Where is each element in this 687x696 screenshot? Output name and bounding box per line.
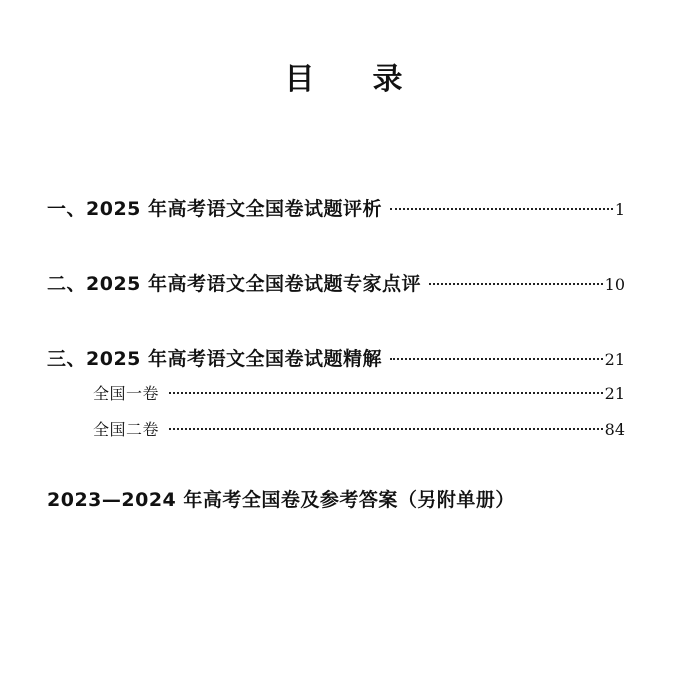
toc-subentry-2-label: 全国二卷 bbox=[93, 420, 160, 439]
toc-entry-1-page: 1 bbox=[614, 200, 625, 219]
dot-leader bbox=[390, 358, 603, 360]
page-title: 目录 bbox=[284, 62, 461, 97]
toc-entry-3-label: 三、2025 年高考语文全国卷试题精解 bbox=[47, 348, 382, 370]
toc-subentry-1 bbox=[93, 382, 625, 406]
toc-subentry-1-label: 全国一卷 bbox=[93, 384, 160, 403]
toc-entry-2-label: 二、2025 年高考语文全国卷试题专家点评 bbox=[47, 273, 421, 295]
toc-entry-1-label: 一、2025 年高考语文全国卷试题评析 bbox=[47, 198, 382, 220]
toc-subentry-2 bbox=[93, 418, 625, 442]
toc-entry-1 bbox=[47, 195, 625, 223]
dot-leader bbox=[169, 428, 603, 430]
dot-leader bbox=[169, 392, 603, 394]
dot-leader bbox=[429, 283, 603, 285]
toc-subentry-1-page: 21 bbox=[604, 384, 625, 403]
toc-subentry-2-page: 84 bbox=[604, 420, 625, 439]
toc-entry-2-page: 10 bbox=[604, 275, 625, 294]
toc-entry-3 bbox=[47, 345, 625, 373]
dot-leader bbox=[390, 208, 613, 210]
appendix-note: 2023—2024 年高考全国卷及参考答案（另附单册） bbox=[47, 489, 515, 511]
toc-entry-2 bbox=[47, 270, 625, 298]
toc-entry-3-page: 21 bbox=[604, 350, 625, 369]
